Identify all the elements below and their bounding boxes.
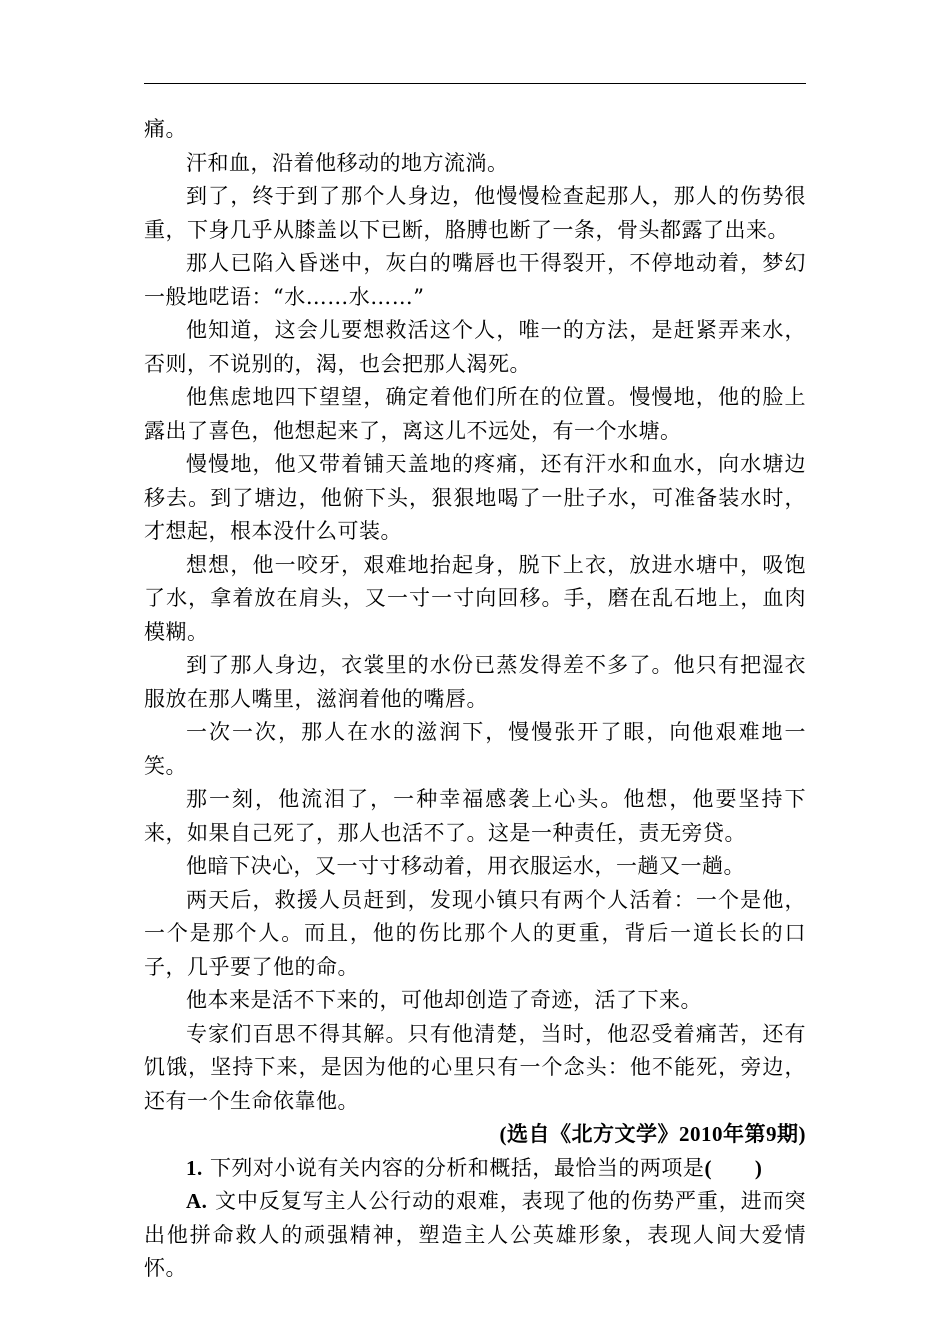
question-number: 1. (186, 1155, 203, 1180)
paragraph: 他本来是活不下来的，可他却创造了奇迹，活了下来。 (186, 988, 702, 1012)
header-rule (144, 83, 806, 84)
paragraph: 想想，他一咬牙，艰难地抬起身，脱下上衣，放进水塘中，吸饱了水，拿着放在肩头，又一寸一寸向回移。手，磨在乱石地上，血肉模糊。 (144, 552, 806, 644)
paragraph: 痛。 (144, 117, 187, 141)
option-label: A. (186, 1189, 208, 1213)
option-a (144, 1185, 806, 1286)
source-citation: (选自《北方文学》2010年第9期) (499, 1122, 806, 1146)
paragraph: 那一刻，他流泪了，一种幸福感袭上心头。他想，他要坚持下来，如果自己死了，那人也活不了。这是一种责任，责无旁贷。 (144, 787, 806, 845)
paragraph: 他知道，这会儿要想救活这个人，唯一的方法，是赶紧弄来水，否则，不说别的，渴，也会把那人渴死。 (144, 318, 806, 376)
paragraph: 他焦虑地四下望望，确定着他们所在的位置。慢慢地，他的脸上露出了喜色，他想起来了，离这儿不远处，有一个水塘。 (144, 385, 806, 443)
paragraph: 那人已陷入昏迷中，灰白的嘴唇也干得裂开，不停地动着，梦幻一般地呓语：“水……水……” (144, 251, 806, 309)
answer-blank: ( ) (704, 1155, 763, 1180)
document-body (144, 113, 806, 1286)
paragraph: 汗和血，沿着他移动的地方流淌。 (186, 150, 509, 175)
paragraph: 专家们百思不得其解。只有他清楚，当时，他忍受着痛苦，还有饥饿，坚持下来，是因为他的心里只有一个念头：他不能死，旁边，还有一个生命依靠他。 (144, 1021, 806, 1113)
paragraph: 他暗下决心，又一寸寸移动着，用衣服运水，一趟又一趟。 (186, 854, 745, 878)
paragraph: 一次一次，那人在水的滋润下，慢慢张开了眼，向他艰难地一笑。 (144, 720, 806, 778)
paragraph: 到了那人身边，衣裳里的水份已蒸发得差不多了。他只有把湿衣服放在那人嘴里，滋润着他的嘴唇。 (144, 653, 806, 711)
question-text: 下列对小说有关内容的分析和概括，最恰当的两项是 (209, 1155, 705, 1180)
option-text: 文中反复写主人公行动的艰难，表现了他的伤势严重，进而突出他拼命救人的顽强精神，塑造主人公英雄形象，表现人间大爱情怀。 (144, 1189, 807, 1280)
paragraph: 两天后，救援人员赶到，发现小镇只有两个人活着：一个是他，一个是那个人。而且，他的伤比那个人的更重，背后一道长长的口子，几乎要了他的命。 (144, 887, 806, 979)
question-1 (144, 1152, 806, 1186)
paragraph: 慢慢地，他又带着铺天盖地的疼痛，还有汗水和血水，向水塘边移去。到了塘边，他俯下头，狠狠地喝了一肚子水，可准备装水时，才想起，根本没什么可装。 (144, 452, 806, 543)
paragraph: 到了，终于到了那个人身边，他慢慢检查起那人，那人的伤势很重，下身几乎从膝盖以下已断，胳膊也断了一条，骨头都露了出来。 (144, 184, 806, 242)
